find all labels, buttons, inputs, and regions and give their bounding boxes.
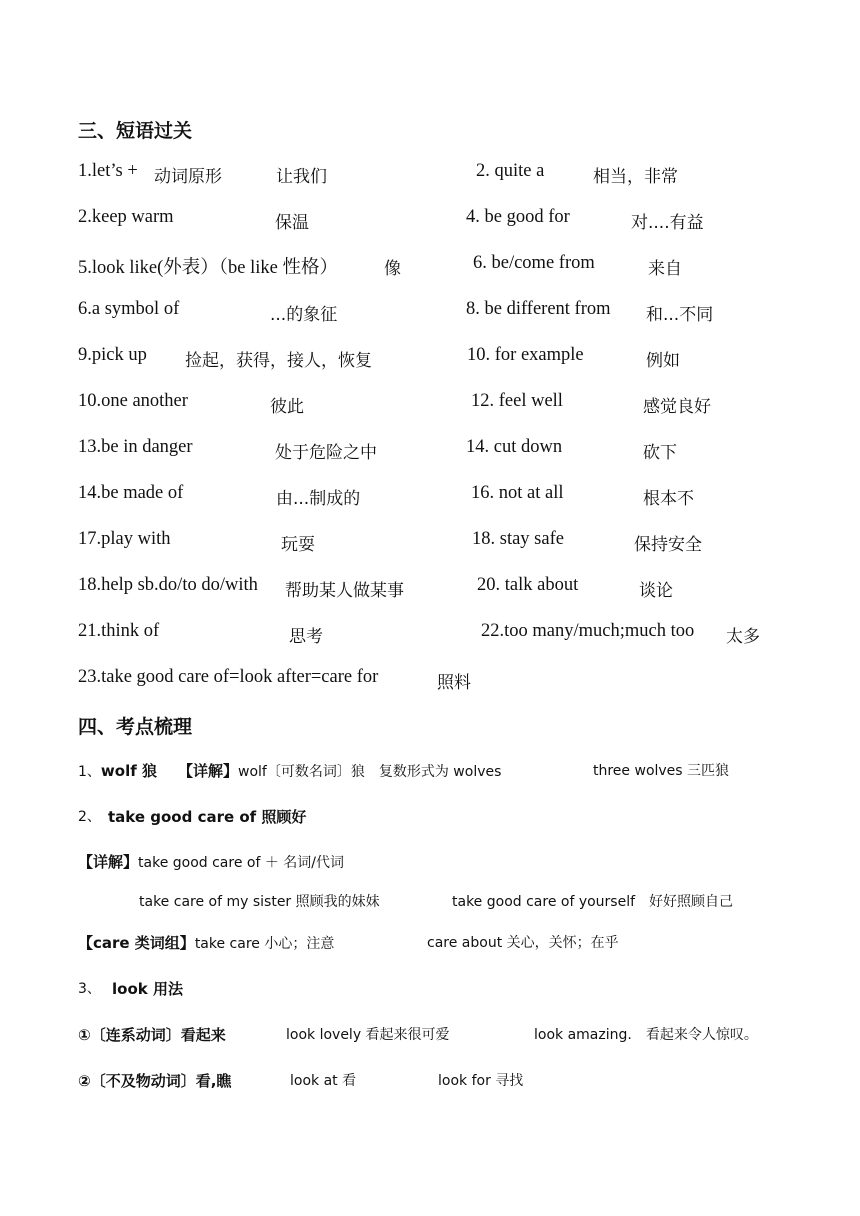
example-text: look for 寻找: [438, 1073, 524, 1089]
phrase-meaning: 帮助某人做某事: [285, 581, 404, 601]
phrase-en: 21.think of: [78, 621, 160, 641]
key-point-3: [78, 978, 101, 998]
key-point-2-group-2: [427, 932, 619, 952]
phrase-meaning: 和...不同: [646, 305, 714, 325]
phrase-meaning: 太多: [726, 627, 760, 647]
phrase-meaning: 来自: [648, 259, 682, 279]
detail-tag: 【详解】: [178, 762, 239, 780]
group-phrase: take care 小心；注意: [194, 936, 335, 952]
phrase-en: 14. cut down: [466, 437, 563, 457]
phrase-meaning: 感觉良好: [643, 397, 711, 417]
example-text: look amazing. 看起来令人惊叹。: [534, 1027, 758, 1043]
example-text: look lovely 看起来很可爱: [286, 1027, 450, 1043]
item-title: look 用法: [112, 980, 183, 998]
key-point-2: [78, 806, 101, 826]
example-text: look at 看: [290, 1073, 357, 1089]
phrase-en: 18.help sb.do/to do/with: [78, 575, 258, 595]
phrase-en: 4. be good for: [466, 207, 570, 227]
usage-tag: ②〔不及物动词〕看,瞧: [78, 1072, 232, 1090]
phrase-meaning: 彼此: [270, 397, 304, 417]
item-title: take good care of 照顾好: [108, 808, 307, 826]
phrase-en: 22.too many/much;much too: [481, 621, 695, 641]
phrase-meaning: 照料: [437, 673, 471, 693]
phrase-en: 12. feel well: [471, 391, 563, 411]
phrase-row: [0, 299, 860, 329]
phrase-row: [0, 621, 860, 651]
phrase-row: [0, 161, 860, 191]
phrase-en: 17.play with: [78, 529, 171, 549]
key-point-2-example-2: [452, 891, 733, 911]
item-number: 1、: [78, 764, 101, 780]
phrase-meaning: 由...制成的: [276, 489, 361, 509]
phrase-meaning: 捡起，获得，接人，恢复: [185, 351, 372, 371]
phrase-row: [0, 575, 860, 605]
phrase-meaning: 相当，非常: [593, 167, 678, 187]
phrase-row: [0, 667, 860, 697]
phrase-meaning: 砍下: [643, 443, 677, 463]
phrase-en: 14.be made of: [78, 483, 184, 503]
phrase-meaning: 让我们: [276, 167, 327, 187]
phrase-meaning: 处于危险之中: [275, 443, 377, 463]
detail-text: wolf〔可数名词〕狼 复数形式为 wolves: [238, 764, 502, 780]
phrase-en: 6.a symbol of: [78, 299, 180, 319]
key-point-2-title: [108, 806, 306, 827]
example-text: take care of my sister 照顾我的妹妹: [139, 894, 380, 910]
example-text: three wolves 三匹狼: [593, 763, 730, 779]
phrase-en: 23.take good care of=look after=care for: [78, 667, 379, 687]
phrase-en: 10. for example: [467, 345, 584, 365]
phrase-row: [0, 483, 860, 513]
phrase-en: 8. be different from: [466, 299, 611, 319]
phrase-meaning: 谈论: [639, 581, 673, 601]
usage-tag: ①〔连系动词〕看起来: [78, 1026, 226, 1044]
look-usage-1-example-1: [286, 1024, 450, 1044]
key-point-2-detail: [78, 851, 344, 872]
section-heading-phrases: 三、短语过关: [78, 120, 193, 142]
group-phrase: care about 关心，关怀；在乎: [427, 935, 619, 951]
key-point-2-group: [78, 932, 334, 953]
phrase-en: 9.pick up: [78, 345, 147, 365]
phrase-row: [0, 529, 860, 559]
phrase-row: [0, 437, 860, 467]
item-number: 3、: [78, 981, 101, 997]
item-title: wolf 狼: [100, 762, 157, 780]
phrase-meaning: 根本不: [643, 489, 694, 509]
example-text: take good care of yourself 好好照顾自己: [452, 894, 734, 910]
phrase-meaning: 思考: [289, 627, 323, 647]
key-point-1: [78, 760, 157, 781]
look-usage-1-example-2: [534, 1024, 758, 1044]
phrase-en: 2. quite a: [476, 161, 545, 181]
key-point-3-title: [112, 978, 183, 999]
phrase-row: [0, 391, 860, 421]
phrase-en: 6. be/come from: [473, 253, 595, 273]
phrase-en: 13.be in danger: [78, 437, 193, 457]
phrase-meaning: 对....有益: [631, 213, 704, 233]
phrase-meaning: 保温: [275, 213, 309, 233]
phrase-note: 动词原形: [154, 167, 222, 187]
item-number: 2、: [78, 809, 101, 825]
phrase-en: 10.one another: [78, 391, 188, 411]
phrase-row: [0, 345, 860, 375]
section-heading-key-points: 四、考点梳理: [78, 716, 193, 738]
detail-text: take good care of ＋ 名词/代词: [138, 855, 345, 871]
look-usage-2-example-2: [438, 1070, 523, 1090]
phrase-row: [0, 207, 860, 237]
phrase-meaning: 像: [384, 259, 401, 279]
look-usage-2-example-1: [290, 1070, 356, 1090]
look-usage-2-tag: [78, 1070, 231, 1091]
phrase-meaning: 保持安全: [634, 535, 702, 555]
group-tag: 【care 类词组】: [78, 934, 195, 952]
phrase-meaning: ...的象征: [270, 305, 338, 325]
phrase-en: 20. talk about: [477, 575, 579, 595]
key-point-2-example-1: [139, 891, 380, 911]
look-usage-1-tag: [78, 1024, 226, 1045]
phrase-en: 2.keep warm: [78, 207, 174, 227]
phrase-row: [0, 253, 860, 283]
phrase-en: 5.look like(外表）（be like 性格）: [78, 258, 338, 278]
phrase-en: 1.let’s +: [78, 161, 138, 181]
detail-tag: 【详解】: [78, 853, 139, 871]
phrase-en: 16. not at all: [471, 483, 564, 503]
key-point-1-example: [593, 760, 729, 780]
phrase-en: 18. stay safe: [472, 529, 564, 549]
phrase-meaning: 例如: [646, 351, 680, 371]
key-point-1-detail: [178, 760, 501, 781]
phrase-meaning: 玩耍: [281, 535, 315, 555]
